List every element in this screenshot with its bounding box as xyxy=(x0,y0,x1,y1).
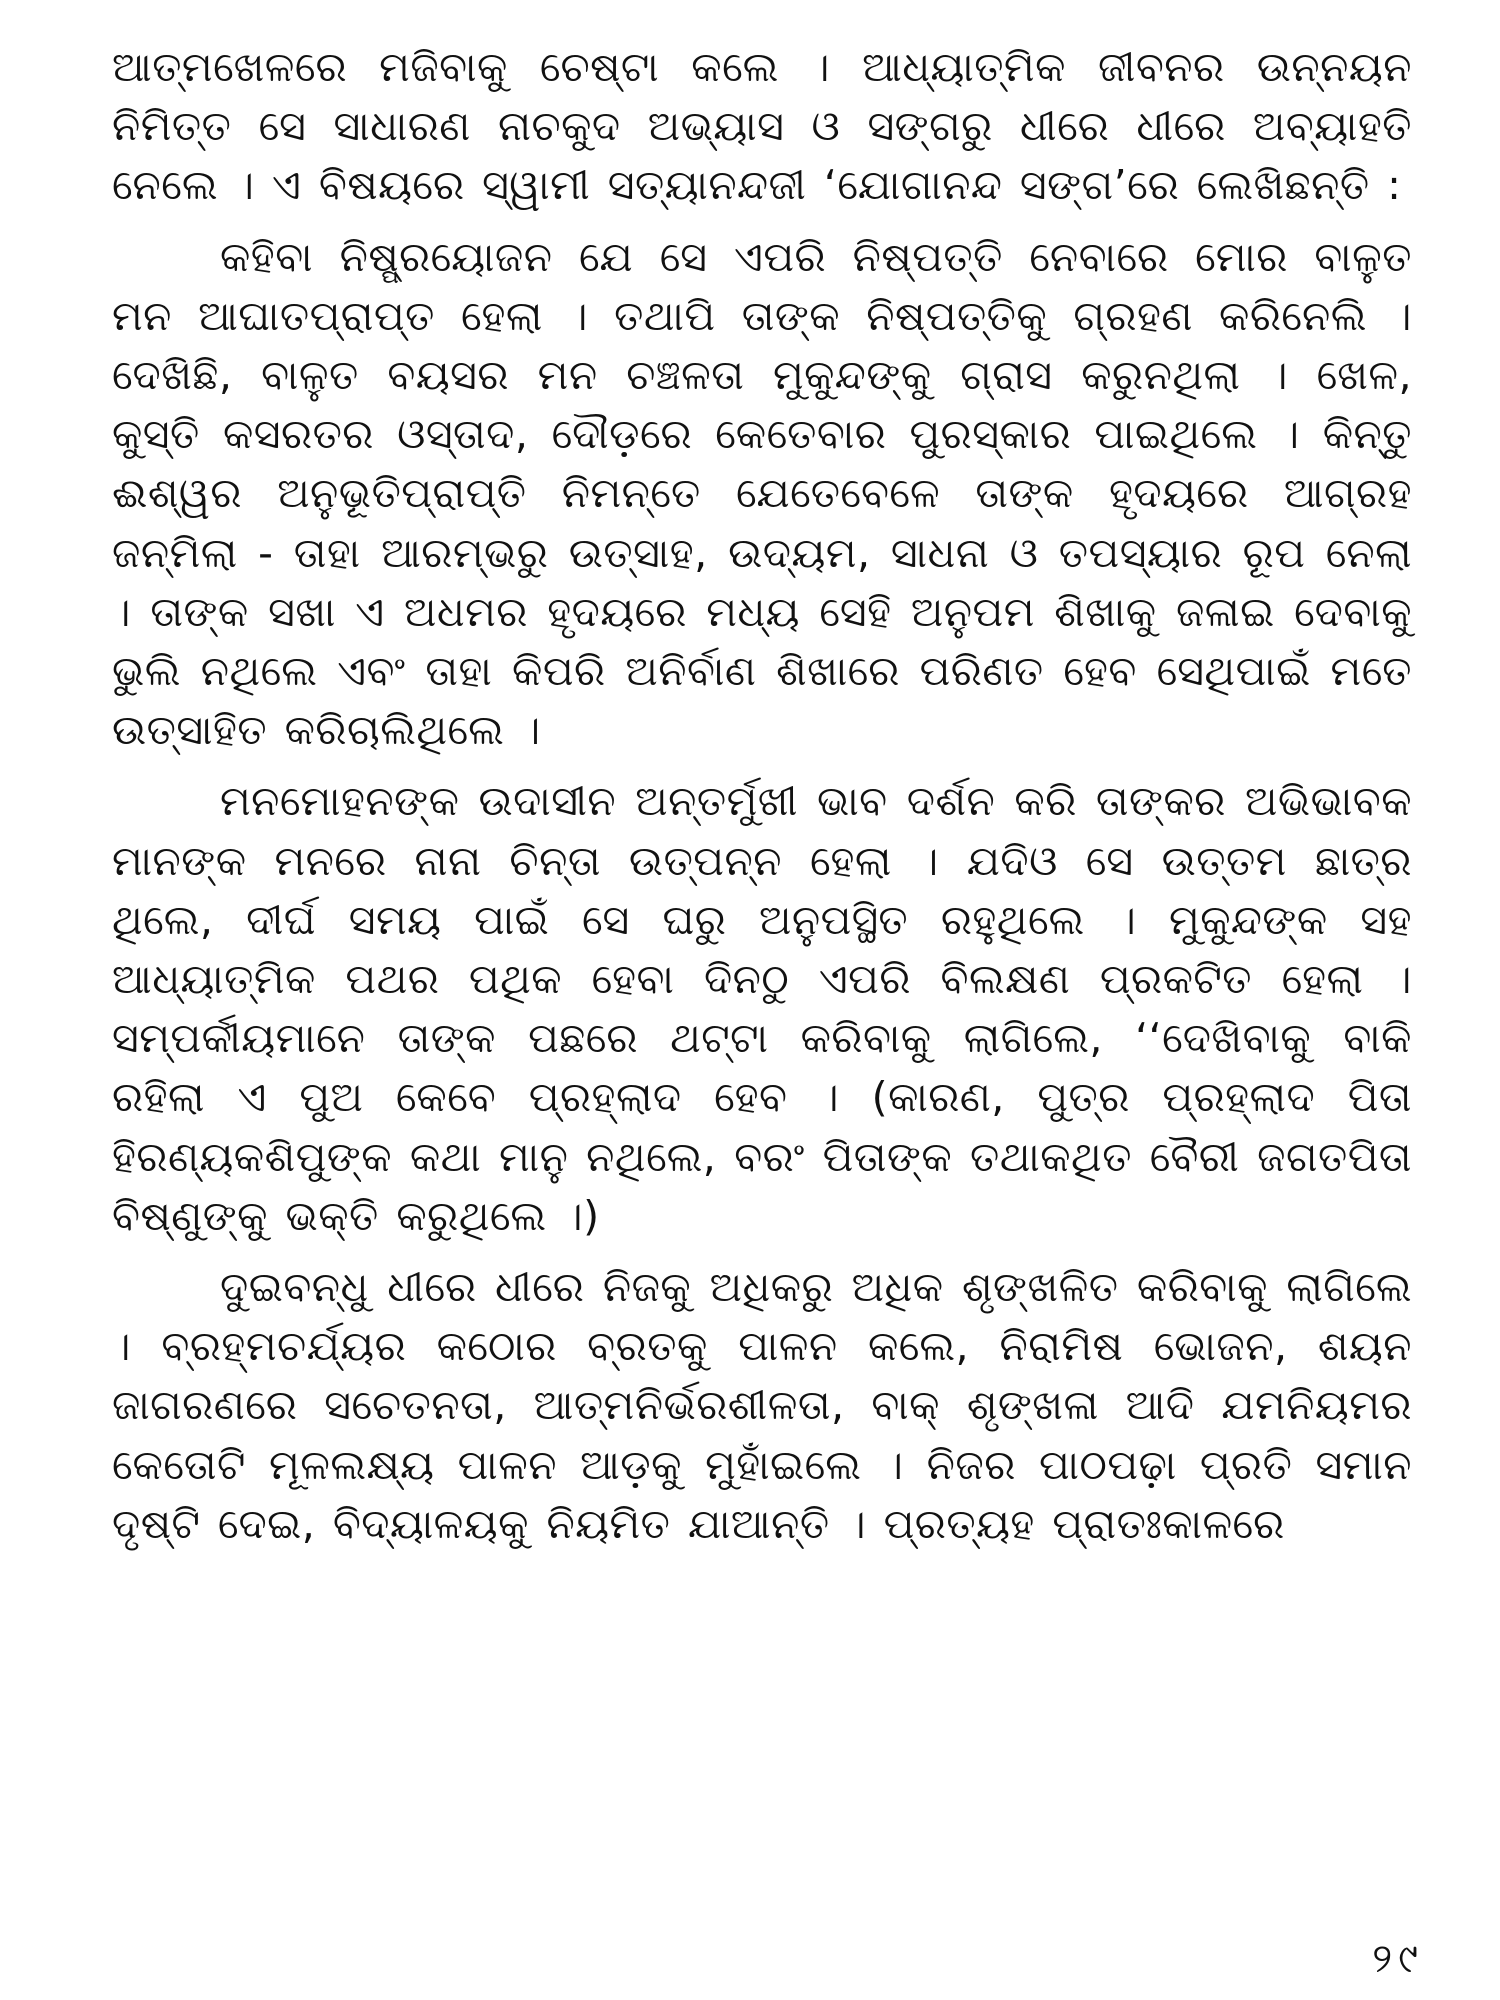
paragraph-3: ମନମୋହନଙ୍କ ଉଦାସୀନ ଅନ୍ତର୍ମୁଖୀ ଭାବ ଦର୍ଶନ କରି ତାଙ୍କର ଅଭିଭାବକ ମାନଙ୍କ ମନରେ ନାନା ଚିନ୍ତା ଉତ୍ପନ୍ନ ହେଲା । ଯଦିଓ ସେ ଉତ୍ତମ ଛାତ୍ର ଥିଲେ, ଦୀର୍ଘ ସମୟ ପାଇଁ ସେ ଘରୁ ଅନୁପସ୍ଥିତ ରହୁଥିଲେ । ମୁକୁନ୍ଦଙ୍କ ସହ ଆଧ୍ୟାତ୍ମିକ ପଥର ପଥିକ ହେବା ଦିନଠୁ ଏପରି ବିଲକ୍ଷଣ ପ୍ରକଟିତ ହେଲା । ସମ୍ପର୍କୀୟମାନେ ତାଙ୍କ ପଛରେ ଥଟ୍ଟା କରିବାକୁ ଲାଗିଲେ, ‘‘ଦେଖିବାକୁ ବାକି ରହିଲା ଏ ପୁଅ କେବେ ପ୍ରହ୍ଲାଦ ହେବ । (କାରଣ, ପୁତ୍ର ପ୍ରହ୍ଲାଦ ପିତା ହିରଣ୍ୟକଶିପୁଙ୍କ କଥା ମାନୁ ନଥିଲେ, ବରଂ ପିତାଙ୍କ ତଥାକଥିତ ବୈରୀ ଜଗତପିତା ବିଷ୍ଣୁଙ୍କୁ ଭକ୍ତି କରୁଥିଲେ ।) xyxy=(112,777,1412,1240)
book-page xyxy=(112,38,1412,1958)
paragraph-1: ଆତ୍ମଖେଳରେ ମଜିବାକୁ ଚେଷ୍ଟା କଲେ । ଆଧ୍ୟାତ୍ମିକ ଜୀବନର ଉନ୍ନୟନ ନିମିତ୍ତ ସେ ସାଧାରଣ ନାଚକୁଦ ଅଭ୍ୟାସ ଓ ସଙ୍ଗରୁ ଧୀରେ ଧୀରେ ଅବ୍ୟାହତି ନେଲେ । ଏ ବିଷୟରେ ସ୍ୱାମୀ ସତ୍ୟାନନ୍ଦଜୀ ‘ଯୋଗାନନ୍ଦ ସଙ୍ଗ’ରେ ଲେଖିଛନ୍ତି : xyxy=(112,43,1412,210)
page-number: ୨୯ xyxy=(1372,1936,1424,1982)
paragraph-2-quote: କହିବା ନିଷ୍ପ୍ରୟୋଜନ ଯେ ସେ ଏପରି ନିଷ୍ପତ୍ତି ନେବାରେ ମୋର ବାଳୁତ ମନ ଆଘାତପ୍ରାପ୍ତ ହେଲା । ତଥାପି ତାଙ୍କ ନିଷ୍ପତ୍ତିକୁ ଗ୍ରହଣ କରିନେଲି । ଦେଖିଛି, ବାଳୁତ ବୟସର ମନ ଚଞ୍ଚଳତା ମୁକୁନ୍ଦଙ୍କୁ ଗ୍ରାସ କରୁନଥିଲା । ଖେଳ, କୁସ୍ତି କସରତର ଓସ୍ତାଦ, ଦୌଡ଼ରେ କେତେବାର ପୁରସ୍କାର ପାଇଥିଲେ । କିନ୍ତୁ ଈଶ୍ୱର ଅନୁଭୂତିପ୍ରାପ୍ତି ନିମନ୍ତେ ଯେତେବେଳେ ତାଙ୍କ ହୃଦୟରେ ଆଗ୍ରହ ଜନ୍ମିଲା - ତାହା ଆରମ୍ଭରୁ ଉତ୍ସାହ, ଉଦ୍ୟମ, ସାଧନା ଓ ତପସ୍ୟାର ରୂପ ନେଲା । ତାଙ୍କ ସଖା ଏ ଅଧମର ହୃଦୟରେ ମଧ୍ୟ ସେହି ଅନୁପମ ଶିଖାକୁ ଜଳାଇ ଦେବାକୁ ଭୁଲି ନଥିଲେ ଏବଂ ତାହା କିପରି ଅନିର୍ବାଣ ଶିଖାରେ ପରିଣତ ହେବ ସେଥିପାଇଁ ମତେ ଉତ୍ସାହିତ କରିଚାଲିଥିଲେ । xyxy=(112,232,1412,755)
paragraph-4: ଦୁଇବନ୍ଧୁ ଧୀରେ ଧୀରେ ନିଜକୁ ଅଧିକରୁ ଅଧିକ ଶୃଙ୍ଖଳିତ କରିବାକୁ ଲାଗିଲେ । ବ୍ରହ୍ମଚର୍ଯ୍ୟର କଠୋର ବ୍ରତକୁ ପାଳନ କଲେ, ନିରାମିଷ ଭୋଜନ, ଶୟନ ଜାଗରଣରେ ସଚେତନତା, ଆତ୍ମନିର୍ଭରଶୀଳତା, ବାକ୍ ଶୃଙ୍ଖଳା ଆଦି ଯମନିୟମର କେତୋଟି ମୂଳଲକ୍ଷ୍ୟ ପାଳନ ଆଡ଼କୁ ମୁହାଁଇଲେ । ନିଜର ପାଠପଢ଼ା ପ୍ରତି ସମାନ ଦୃଷ୍ଟି ଦେଇ, ବିଦ୍ୟାଳୟକୁ ନିୟମିତ ଯାଆନ୍ତି । ପ୍ରତ୍ୟହ ପ୍ରାତଃକାଳରେ xyxy=(112,1263,1412,1548)
